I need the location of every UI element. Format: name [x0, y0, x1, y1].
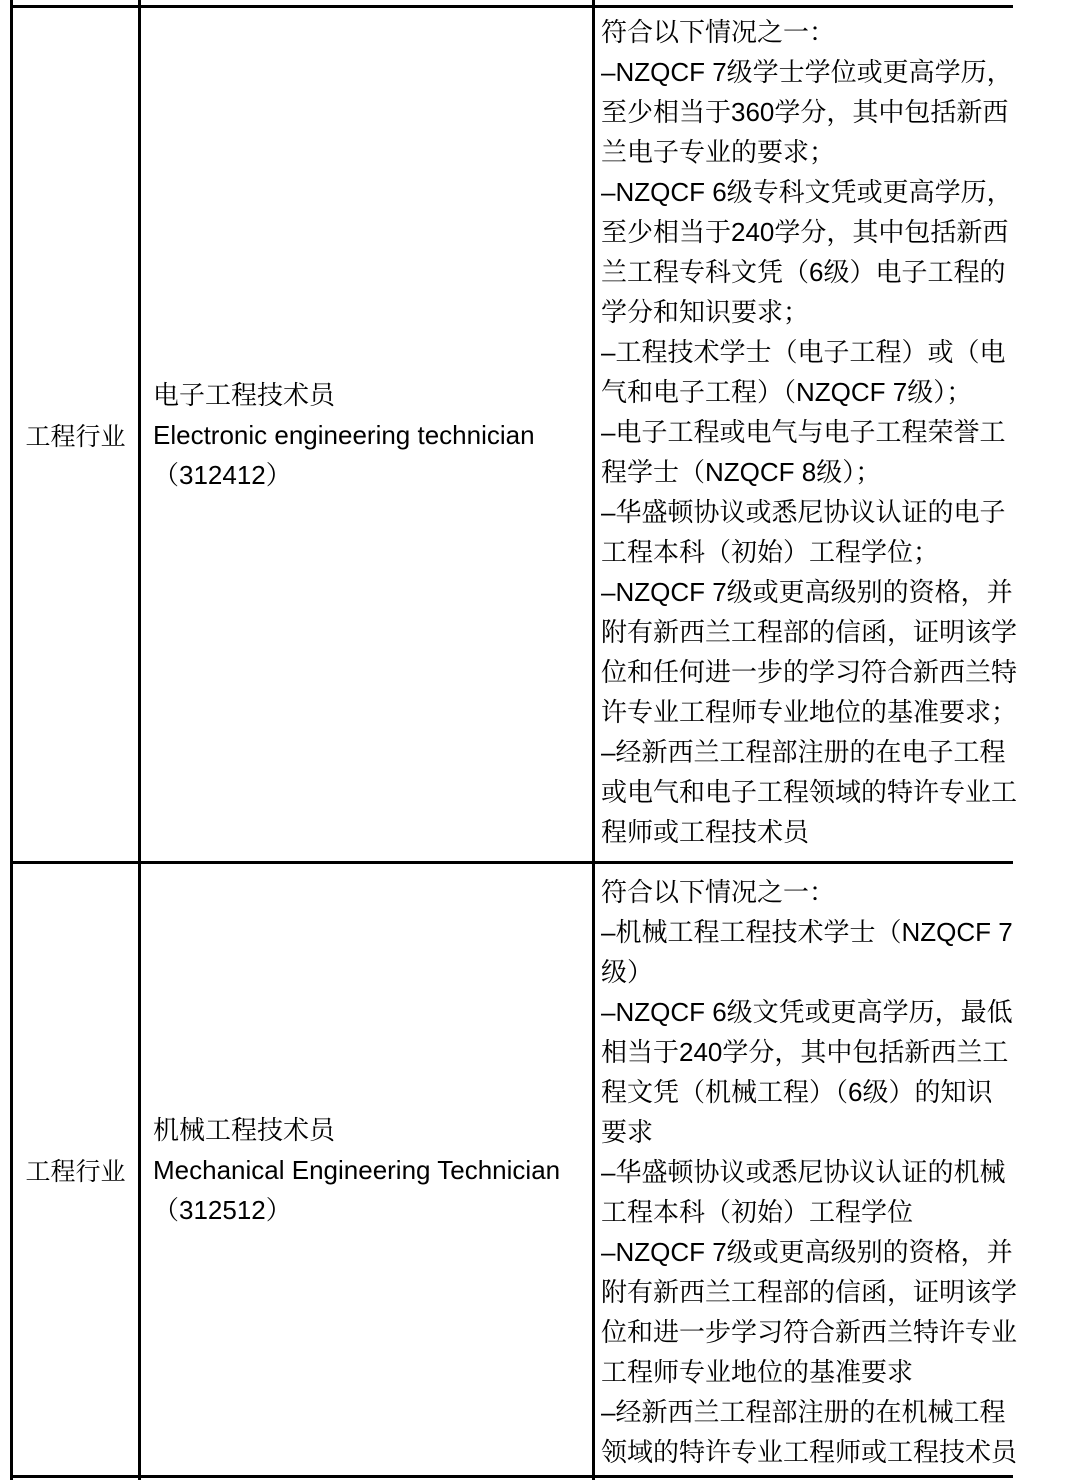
requirement-line: 工程师专业地位的基准要求: [601, 1357, 914, 1387]
requirement-line: 程师或工程技术员: [601, 817, 810, 847]
occupation-name-en: Mechanical Engineering Technician: [153, 1154, 561, 1185]
requirement-line: 附有新西兰工程部的信函，证明该学: [601, 1277, 1018, 1307]
requirement-line: 至少相当于360学分，其中包括新西: [601, 97, 1009, 127]
requirement-line: –NZQCF 7级或更高级别的资格，并: [601, 577, 1013, 607]
occupation-name-en: Electronic engineering technician: [153, 419, 535, 450]
occupation-name-zh: 机械工程技术员: [153, 1114, 336, 1145]
requirement-line: 级）: [601, 957, 654, 987]
requirement-line: –华盛顿协议或悉尼协议认证的电子: [601, 497, 1006, 527]
requirement-line: –经新西兰工程部注册的在电子工程: [601, 737, 1006, 767]
occupation-code: （312412）: [153, 459, 292, 490]
requirement-line: –NZQCF 6级专科文凭或更高学历，: [601, 177, 1013, 207]
requirement-line: 符合以下情况之一：: [601, 17, 836, 47]
requirement-line: 许专业工程师专业地位的基准要求；: [601, 697, 1018, 727]
requirement-line: –电子工程或电气与电子工程荣誉工: [601, 417, 1006, 447]
requirement-line: –机械工程工程技术学士（NZQCF 7: [601, 917, 1013, 947]
requirement-line: 学分和知识要求；: [601, 297, 810, 327]
requirement-line: 工程本科（初始）工程学位；: [601, 537, 940, 567]
table-row1-industry-cell: [10, 5, 138, 861]
table-row1-occupation-cell: [138, 5, 592, 861]
requirement-line: 程学士（NZQCF 8级）；: [601, 457, 882, 487]
requirement-line: 程文凭（机械工程）（6级）的知识: [601, 1077, 993, 1107]
requirement-line: 兰工程专科文凭（6级）电子工程的: [601, 257, 1006, 287]
table-row1-requirements-cell: [592, 5, 1018, 861]
table-bottom-sliver-col1: [10, 1475, 138, 1480]
requirement-line: 附有新西兰工程部的信函，证明该学: [601, 617, 1018, 647]
occupations-table: [10, 0, 1018, 1480]
industry-label: 工程行业: [25, 1157, 126, 1186]
requirement-line: 工程本科（初始）工程学位: [601, 1197, 914, 1227]
requirement-line: 符合以下情况之一：: [601, 877, 836, 907]
occupation-name-zh: 电子工程技术员: [153, 379, 336, 410]
requirement-line: –华盛顿协议或悉尼协议认证的机械: [601, 1157, 1006, 1187]
table-row2-industry-cell: [10, 861, 138, 1475]
requirement-line: 兰电子专业的要求；: [601, 137, 836, 167]
table-row2-occupation-cell: [138, 861, 592, 1475]
requirement-line: 位和进一步学习符合新西兰特许专业: [601, 1317, 1018, 1347]
requirement-line: 至少相当于240学分，其中包括新西: [601, 217, 1009, 247]
requirement-line: 领域的特许专业工程师或工程技术员: [601, 1437, 1018, 1467]
requirement-line: 气和电子工程）（NZQCF 7级）；: [601, 377, 973, 407]
requirement-line: 要求: [601, 1117, 654, 1147]
requirement-line: –NZQCF 7级学士学位或更高学历，: [601, 57, 1013, 87]
occupation-code: （312512）: [153, 1194, 292, 1225]
requirement-line: –经新西兰工程部注册的在机械工程: [601, 1397, 1006, 1427]
requirement-line: –NZQCF 6级文凭或更高学历，最低: [601, 997, 1013, 1027]
requirement-line: –工程技术学士（电子工程）或（电: [601, 337, 1006, 367]
table-row2-requirements-cell: [592, 861, 1018, 1475]
industry-label: 工程行业: [25, 422, 126, 451]
requirement-line: 位和任何进一步的学习符合新西兰特: [601, 657, 1018, 687]
requirement-line: –NZQCF 7级或更高级别的资格，并: [601, 1237, 1013, 1267]
requirement-line: 相当于240学分，其中包括新西兰工: [601, 1037, 1009, 1067]
table-bottom-sliver-col3: [592, 1475, 1013, 1480]
requirement-line: 或电气和电子工程领域的特许专业工: [601, 777, 1018, 807]
table-bottom-sliver-col2: [138, 1475, 592, 1480]
